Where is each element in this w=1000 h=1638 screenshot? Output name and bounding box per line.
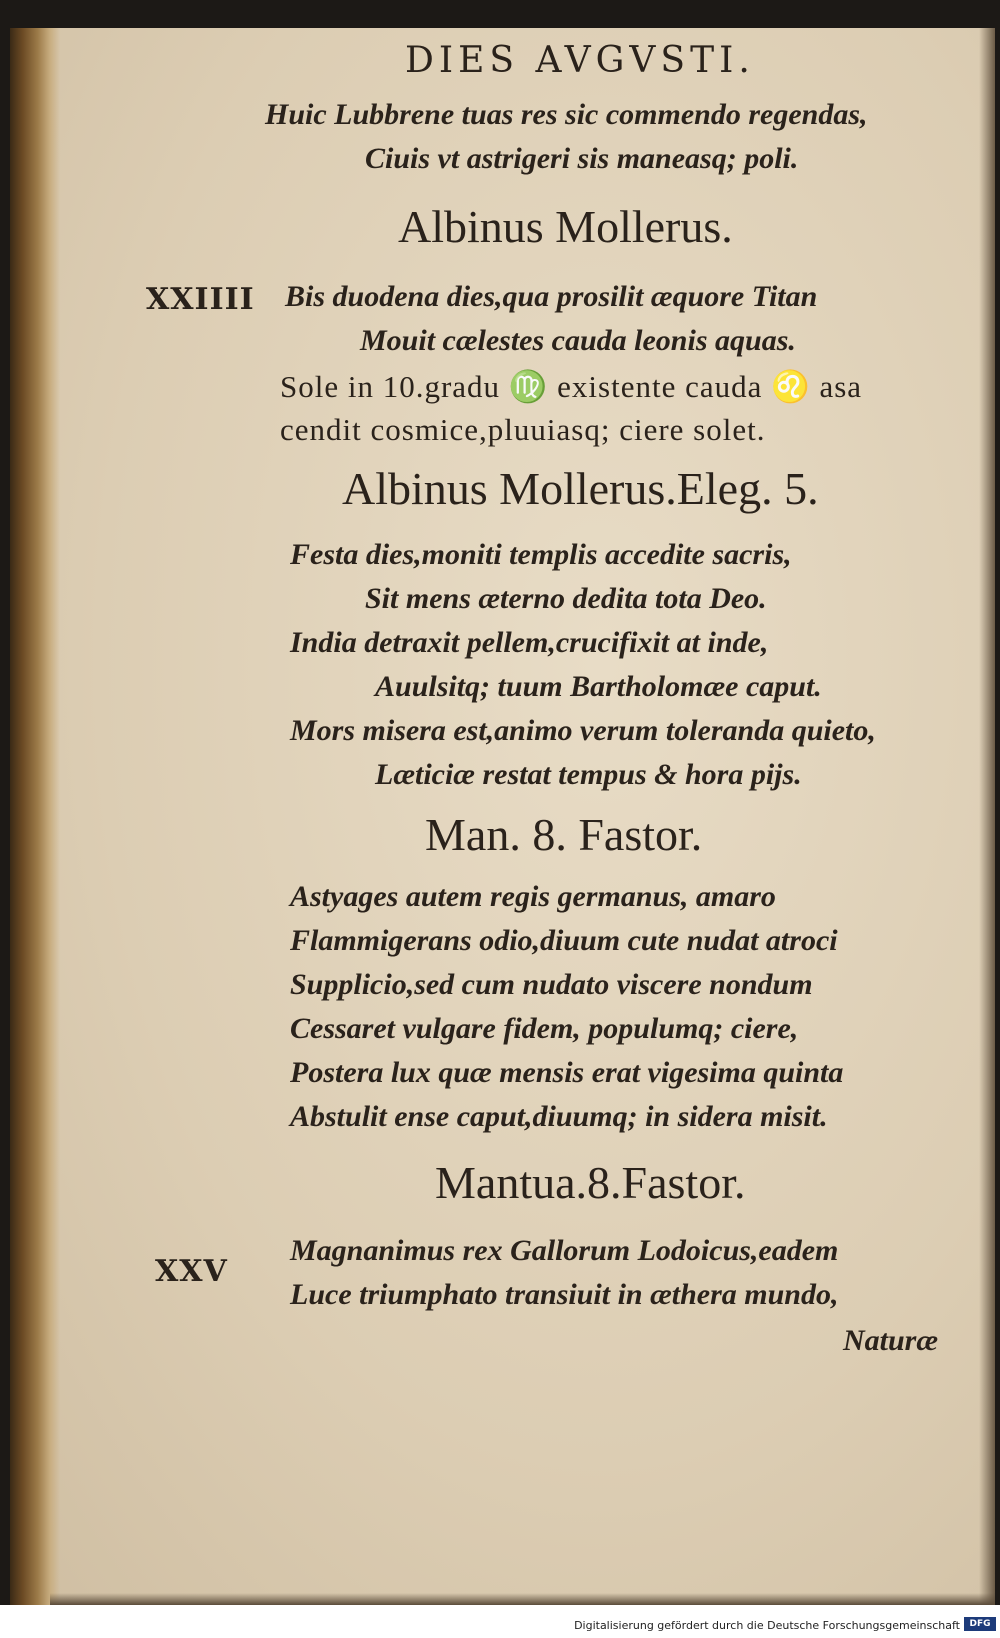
catchword: Naturæ <box>843 1324 939 1357</box>
verse-line: Ciuis vt astrigeri sis maneasq; poli. <box>365 142 799 175</box>
verse-line: Læticiæ restat tempus & hora pijs. <box>375 758 802 791</box>
section-heading: Man. 8. Fastor. <box>425 809 703 860</box>
verse-line: Mouit cælestes cauda leonis aquas. <box>360 324 796 357</box>
section-heading: Albinus Mollerus. <box>398 201 733 252</box>
verse-line: Cessaret vulgare fidem, populumq; ciere, <box>290 1012 799 1045</box>
verse-line: Flammigerans odio,diuum cute nudat atroci <box>290 924 838 957</box>
page-edge-bottom <box>50 1593 995 1605</box>
verse-line: Huic Lubbrene tuas res sic commendo regendas, <box>265 98 868 131</box>
verse-line: Luce triumphato transiuit in æthera mundo, <box>290 1278 839 1311</box>
day-number: XXIIII <box>146 282 255 317</box>
verse-line: India detraxit pellem,crucifixit at inde, <box>290 626 769 659</box>
verse-line: Mors misera est,animo verum toleranda quieto, <box>290 714 876 747</box>
verse-line: Auulsitq; tuum Bartholomæe caput. <box>375 670 822 703</box>
day-number: XXV <box>155 1254 228 1289</box>
section-heading: Albinus Mollerus.Eleg. 5. <box>342 463 819 514</box>
verse-line: Astyages autem regis germanus, amaro <box>290 880 776 913</box>
section-heading: Mantua.8.Fastor. <box>435 1157 746 1208</box>
book-page <box>10 28 995 1605</box>
verse-line: Festa dies,moniti templis accedite sacris, <box>290 538 792 571</box>
verse-line: Supplicio,sed cum nudato viscere nondum <box>290 968 813 1001</box>
verse-line: Bis duodena dies,qua prosilit æquore Titan <box>285 280 818 313</box>
prose-line: Sole in 10.gradu ♍ existente cauda ♌ asa <box>280 369 863 404</box>
verse-line: Magnanimus rex Gallorum Lodoicus,eadem <box>290 1234 839 1267</box>
dfg-logo: DFG <box>964 1617 996 1631</box>
book-spine <box>10 28 60 1605</box>
verse-line: Abstulit ense caput,diuumq; in sidera misit. <box>290 1100 828 1133</box>
running-head: DIES AVGVSTI. <box>405 40 755 81</box>
prose-line: cendit cosmice,pluuiasq; ciere solet. <box>280 412 766 447</box>
footer-credit: Digitalisierung gefördert durch die Deutsche Forschungsgemeinschaft <box>574 1619 960 1632</box>
verse-line: Sit mens æterno dedita tota Deo. <box>365 582 767 615</box>
page-edge-right <box>979 28 995 1605</box>
verse-line: Postera lux quæ mensis erat vigesima quinta <box>290 1056 844 1089</box>
